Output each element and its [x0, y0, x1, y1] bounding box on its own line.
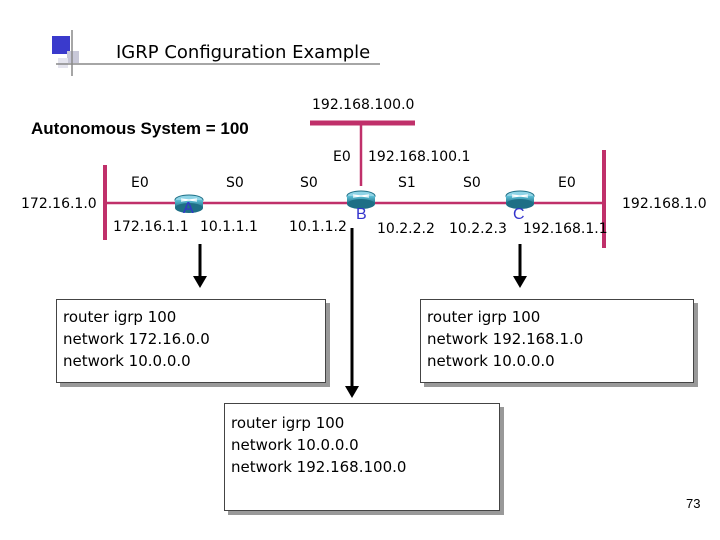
router-a-e0-label: E0	[131, 175, 149, 191]
config-line: network 10.0.0.0	[63, 352, 191, 370]
network-top-label: 192.168.100.0	[312, 97, 415, 113]
router-b-letter: B	[356, 206, 367, 223]
config-line: router igrp 100	[427, 308, 541, 326]
config-line: network 10.0.0.0	[427, 352, 555, 370]
arrow-b	[345, 228, 359, 398]
config-line: network 10.0.0.0	[231, 436, 359, 454]
page-title: IGRP Configuration Example	[116, 42, 371, 63]
router-b-s1-label: S1	[398, 175, 416, 191]
router-c-config-box	[420, 299, 694, 383]
router-a-s0-label: S0	[226, 175, 244, 191]
router-b-e0-label: E0	[333, 149, 351, 165]
page-number: 73	[686, 496, 701, 511]
router-c-e0-label: E0	[558, 175, 576, 191]
router-b-config-box	[224, 403, 500, 511]
as-label: Autonomous System = 100	[31, 119, 249, 138]
network-left-label: 172.16.1.0	[21, 196, 97, 212]
router-c-s0-label: S0	[463, 175, 481, 191]
router-a-config-box	[56, 299, 326, 383]
router-a-s0-ip: 10.1.1.1	[200, 219, 258, 235]
router-b-s1-ip: 10.2.2.2	[377, 221, 435, 237]
router-b-s0-ip: 10.1.1.2	[289, 219, 347, 235]
router-c-e0-ip: 192.168.1.1	[523, 221, 608, 237]
config-line: router igrp 100	[63, 308, 177, 326]
config-line: network 192.168.100.0	[231, 458, 407, 476]
router-a-e0-ip: 172.16.1.1	[113, 219, 189, 235]
router-b-e0-ip: 192.168.100.1	[368, 149, 471, 165]
network-right-label: 192.168.1.0	[622, 196, 707, 212]
config-line: network 172.16.0.0	[63, 330, 210, 348]
arrow-c	[513, 244, 527, 288]
router-a-letter: A	[183, 200, 194, 217]
config-line: network 192.168.1.0	[427, 330, 584, 348]
router-c-s0-ip: 10.2.2.3	[449, 221, 507, 237]
config-line: router igrp 100	[231, 414, 345, 432]
arrow-a	[193, 244, 207, 288]
router-c-letter: C	[513, 206, 525, 223]
router-b-s0-label: S0	[300, 175, 318, 191]
